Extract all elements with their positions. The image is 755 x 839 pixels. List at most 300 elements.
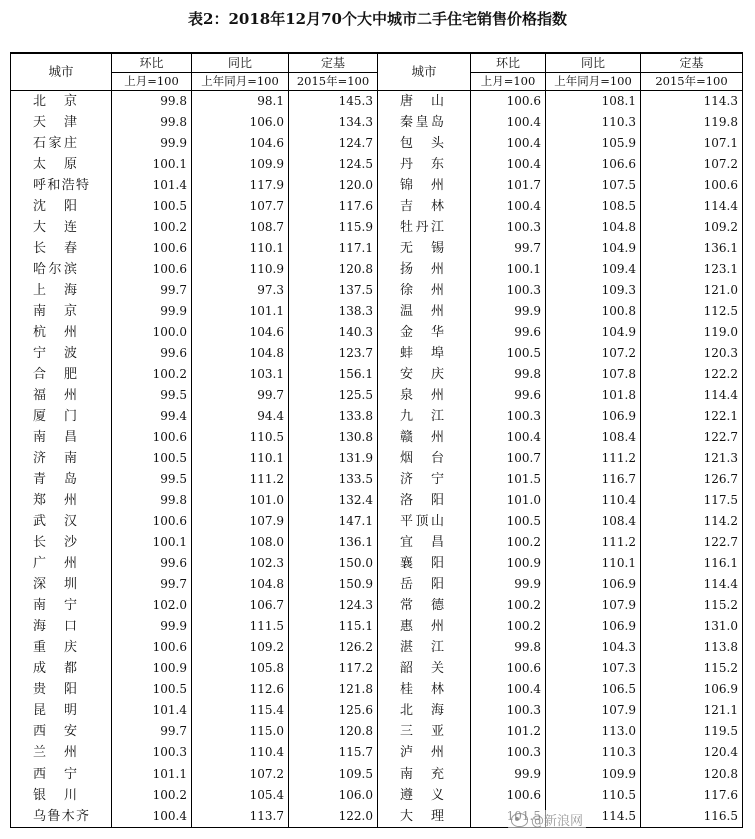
value-base-left: 156.1 <box>289 364 378 385</box>
city-label: 成都 <box>33 661 77 677</box>
city-label: 海口 <box>33 619 77 635</box>
city-name-left <box>11 511 112 532</box>
value-mom-left: 99.5 <box>112 385 192 406</box>
value-base-right: 120.3 <box>641 343 743 364</box>
value-base-right: 123.1 <box>641 259 743 280</box>
value-base-right: 100.6 <box>641 175 743 196</box>
value-mom-right: 100.3 <box>471 406 546 427</box>
city-name-right <box>378 490 471 511</box>
value-mom-right: 100.5 <box>471 511 546 532</box>
city-name-right <box>378 553 471 574</box>
value-mom-left: 99.4 <box>112 406 192 427</box>
table-row <box>11 238 743 259</box>
table-row <box>11 742 743 763</box>
value-base-left: 147.1 <box>289 511 378 532</box>
table-title: 表2：2018年12月70个大中城市二手住宅销售价格指数 <box>188 10 567 28</box>
city-name-left <box>11 154 112 175</box>
value-yoy-left: 115.0 <box>192 721 289 742</box>
city-name-right <box>378 343 471 364</box>
value-yoy-right: 109.9 <box>546 764 641 785</box>
value-mom-right: 100.2 <box>471 532 546 553</box>
value-yoy-right: 107.9 <box>546 700 641 721</box>
value-mom-left: 100.1 <box>112 154 192 175</box>
value-mom-right: 99.7 <box>471 238 546 259</box>
value-base-left: 109.5 <box>289 764 378 785</box>
value-yoy-left: 111.5 <box>192 616 289 637</box>
value-base-right: 120.8 <box>641 764 743 785</box>
value-yoy-right: 109.3 <box>546 280 641 301</box>
city-label: 深圳 <box>33 577 77 593</box>
table-row <box>11 154 743 175</box>
city-name-left <box>11 364 112 385</box>
city-name-right <box>378 700 471 721</box>
city-label: 南京 <box>33 304 77 320</box>
value-base-right: 114.3 <box>641 91 743 113</box>
city-label: 岳阳 <box>400 577 444 593</box>
header-city-right: 城市 <box>378 53 471 91</box>
value-yoy-right: 106.9 <box>546 406 641 427</box>
value-mom-right: 99.6 <box>471 322 546 343</box>
table-row <box>11 532 743 553</box>
table-row <box>11 764 743 785</box>
value-base-left: 132.4 <box>289 490 378 511</box>
city-label: 北海 <box>400 703 444 719</box>
city-label: 昆明 <box>33 703 77 719</box>
value-yoy-left: 102.3 <box>192 553 289 574</box>
value-mom-left: 100.6 <box>112 637 192 658</box>
value-yoy-left: 107.9 <box>192 511 289 532</box>
value-base-left: 130.8 <box>289 427 378 448</box>
city-label: 长沙 <box>33 535 77 551</box>
table-row <box>11 637 743 658</box>
city-name-right <box>378 196 471 217</box>
value-yoy-left: 110.4 <box>192 742 289 763</box>
value-yoy-right: 104.9 <box>546 238 641 259</box>
value-base-left: 124.5 <box>289 154 378 175</box>
city-label: 南充 <box>400 766 444 782</box>
value-yoy-right: 110.3 <box>546 112 641 133</box>
table-row <box>11 259 743 280</box>
value-mom-left: 101.4 <box>112 175 192 196</box>
city-name-left <box>11 112 112 133</box>
value-base-left: 145.3 <box>289 91 378 113</box>
city-name-right <box>378 595 471 616</box>
city-name-right <box>378 217 471 238</box>
city-name-left <box>11 658 112 679</box>
city-label: 福州 <box>33 388 77 404</box>
value-base-right: 120.4 <box>641 742 743 763</box>
city-label: 沈阳 <box>33 199 77 215</box>
price-index-table <box>10 52 743 828</box>
value-yoy-left: 104.6 <box>192 133 289 154</box>
value-base-left: 106.0 <box>289 785 378 806</box>
city-name-left <box>11 490 112 511</box>
city-name-right <box>378 806 471 828</box>
value-base-right: 114.4 <box>641 196 743 217</box>
value-yoy-left: 103.1 <box>192 364 289 385</box>
header-mom-sub-right: 上月=100 <box>471 73 546 91</box>
value-base-left: 122.0 <box>289 806 378 828</box>
city-label: 唐山 <box>400 94 444 109</box>
value-yoy-left: 107.2 <box>192 764 289 785</box>
city-label: 南昌 <box>33 430 77 446</box>
city-label: 包头 <box>400 136 444 152</box>
value-yoy-left: 106.7 <box>192 595 289 616</box>
table-row <box>11 280 743 301</box>
city-name-right <box>378 322 471 343</box>
value-base-right: 106.9 <box>641 679 743 700</box>
value-yoy-right: 108.4 <box>546 427 641 448</box>
table-row <box>11 658 743 679</box>
value-base-right: 114.2 <box>641 511 743 532</box>
value-mom-left: 99.7 <box>112 574 192 595</box>
value-yoy-right: 108.5 <box>546 196 641 217</box>
value-yoy-left: 115.4 <box>192 700 289 721</box>
value-base-left: 134.3 <box>289 112 378 133</box>
city-label: 吉林 <box>400 199 444 215</box>
value-yoy-left: 105.8 <box>192 658 289 679</box>
city-label: 遵义 <box>400 787 444 803</box>
value-base-right: 122.1 <box>641 406 743 427</box>
table-row <box>11 112 743 133</box>
city-label: 温州 <box>400 304 444 320</box>
table-row <box>11 721 743 742</box>
value-yoy-right: 110.4 <box>546 490 641 511</box>
table-row <box>11 511 743 532</box>
value-base-right: 112.5 <box>641 301 743 322</box>
value-base-right: 119.0 <box>641 322 743 343</box>
value-yoy-right: 108.1 <box>546 91 641 113</box>
city-label: 重庆 <box>33 640 77 656</box>
value-yoy-left: 110.1 <box>192 238 289 259</box>
value-yoy-right: 107.5 <box>546 175 641 196</box>
city-name-left <box>11 595 112 616</box>
header-mom-sub-left: 上月=100 <box>112 73 192 91</box>
value-mom-left: 99.9 <box>112 133 192 154</box>
value-base-left: 115.7 <box>289 742 378 763</box>
table-row <box>11 806 743 828</box>
table-row <box>11 364 743 385</box>
value-mom-right: 100.4 <box>471 154 546 175</box>
value-mom-left: 100.4 <box>112 806 192 828</box>
value-mom-right: 100.1 <box>471 259 546 280</box>
table-row <box>11 700 743 721</box>
value-yoy-left: 107.7 <box>192 196 289 217</box>
value-base-left: 117.6 <box>289 196 378 217</box>
city-label: 秦皇岛 <box>400 115 444 131</box>
city-label: 济宁 <box>400 472 444 488</box>
value-base-right: 115.2 <box>641 658 743 679</box>
city-name-left <box>11 238 112 259</box>
value-mom-right: 100.2 <box>471 595 546 616</box>
table-row <box>11 91 743 113</box>
weibo-icon <box>511 813 528 827</box>
city-label: 无锡 <box>400 241 444 257</box>
city-name-right <box>378 574 471 595</box>
value-mom-left: 102.0 <box>112 595 192 616</box>
value-base-right: 119.5 <box>641 721 743 742</box>
value-yoy-left: 94.4 <box>192 406 289 427</box>
value-base-left: 125.5 <box>289 385 378 406</box>
city-name-right <box>378 616 471 637</box>
value-base-left: 138.3 <box>289 301 378 322</box>
table-row <box>11 490 743 511</box>
value-base-right: 122.7 <box>641 532 743 553</box>
value-yoy-left: 104.6 <box>192 322 289 343</box>
city-name-left <box>11 806 112 828</box>
value-yoy-right: 101.8 <box>546 385 641 406</box>
value-mom-left: 100.5 <box>112 679 192 700</box>
city-name-left <box>11 469 112 490</box>
value-yoy-left: 108.7 <box>192 217 289 238</box>
value-yoy-right: 109.4 <box>546 259 641 280</box>
city-label: 乌鲁木齐 <box>33 808 89 824</box>
value-yoy-right: 100.8 <box>546 301 641 322</box>
value-yoy-right: 113.0 <box>546 721 641 742</box>
city-name-right <box>378 385 471 406</box>
value-mom-left: 99.9 <box>112 616 192 637</box>
city-label: 天津 <box>33 115 77 131</box>
city-name-left <box>11 700 112 721</box>
value-base-left: 120.8 <box>289 259 378 280</box>
city-name-right <box>378 238 471 259</box>
city-label: 郑州 <box>33 493 77 509</box>
city-name-right <box>378 301 471 322</box>
value-mom-left: 100.5 <box>112 196 192 217</box>
value-yoy-right: 111.2 <box>546 532 641 553</box>
value-yoy-right: 106.6 <box>546 154 641 175</box>
value-yoy-right: 107.2 <box>546 343 641 364</box>
value-mom-right: 100.5 <box>471 343 546 364</box>
city-label: 锦州 <box>400 178 444 194</box>
table-row <box>11 553 743 574</box>
value-yoy-left: 108.0 <box>192 532 289 553</box>
value-base-right: 121.0 <box>641 280 743 301</box>
value-mom-right: 100.4 <box>471 196 546 217</box>
city-name-right <box>378 406 471 427</box>
city-label: 九江 <box>400 409 444 425</box>
value-yoy-right: 107.9 <box>546 595 641 616</box>
value-mom-left: 100.6 <box>112 238 192 259</box>
city-label: 湛江 <box>400 640 444 656</box>
value-mom-right: 99.9 <box>471 764 546 785</box>
city-label: 赣州 <box>400 430 444 446</box>
table-row <box>11 217 743 238</box>
value-base-right: 115.2 <box>641 595 743 616</box>
city-name-left <box>11 553 112 574</box>
value-base-left: 124.7 <box>289 133 378 154</box>
value-mom-right: 100.3 <box>471 280 546 301</box>
watermark-text: @新浪网 <box>531 814 584 829</box>
city-name-left <box>11 196 112 217</box>
table-row <box>11 301 743 322</box>
city-name-left <box>11 385 112 406</box>
value-mom-left: 99.9 <box>112 301 192 322</box>
city-label: 洛阳 <box>400 493 444 509</box>
table-row <box>11 469 743 490</box>
header-mom-right: 环比 <box>471 53 546 73</box>
city-label: 哈尔滨 <box>33 262 77 278</box>
value-yoy-right: 107.3 <box>546 658 641 679</box>
city-label: 广州 <box>33 556 77 572</box>
value-mom-right: 99.8 <box>471 637 546 658</box>
value-mom-left: 99.6 <box>112 553 192 574</box>
value-yoy-right: 114.5 <box>546 806 641 828</box>
value-base-right: 116.5 <box>641 806 743 828</box>
value-base-left: 125.6 <box>289 700 378 721</box>
value-yoy-left: 105.4 <box>192 785 289 806</box>
value-yoy-left: 101.1 <box>192 301 289 322</box>
table-row <box>11 133 743 154</box>
value-base-left: 120.8 <box>289 721 378 742</box>
city-label: 宁波 <box>33 346 77 362</box>
table-row <box>11 343 743 364</box>
value-yoy-left: 117.9 <box>192 175 289 196</box>
city-name-left <box>11 764 112 785</box>
city-name-right <box>378 469 471 490</box>
value-base-right: 109.2 <box>641 217 743 238</box>
city-label: 常德 <box>400 598 444 614</box>
city-name-left <box>11 175 112 196</box>
value-yoy-left: 99.7 <box>192 385 289 406</box>
city-name-right <box>378 448 471 469</box>
city-label: 韶关 <box>400 661 444 677</box>
table-row <box>11 322 743 343</box>
value-mom-left: 100.9 <box>112 658 192 679</box>
header-yoy-sub-left: 上年同月=100 <box>192 73 289 91</box>
table-row <box>11 785 743 806</box>
city-label: 蚌埠 <box>400 346 444 362</box>
value-base-right: 136.1 <box>641 238 743 259</box>
value-yoy-left: 104.8 <box>192 574 289 595</box>
city-name-right <box>378 679 471 700</box>
value-mom-right: 100.4 <box>471 133 546 154</box>
value-yoy-right: 104.9 <box>546 322 641 343</box>
value-yoy-left: 112.6 <box>192 679 289 700</box>
value-base-left: 115.1 <box>289 616 378 637</box>
city-label: 西安 <box>33 724 77 740</box>
city-label: 厦门 <box>33 409 77 425</box>
city-name-left <box>11 259 112 280</box>
city-name-left <box>11 322 112 343</box>
value-yoy-left: 98.1 <box>192 91 289 113</box>
value-mom-right: 100.9 <box>471 553 546 574</box>
value-mom-left: 100.0 <box>112 322 192 343</box>
city-label: 扬州 <box>400 262 444 278</box>
value-mom-right: 101.5 <box>471 469 546 490</box>
table-row <box>11 448 743 469</box>
value-mom-right: 100.6 <box>471 785 546 806</box>
value-mom-right: 100.3 <box>471 700 546 721</box>
value-mom-left: 100.2 <box>112 364 192 385</box>
value-mom-right: 99.9 <box>471 574 546 595</box>
value-base-left: 133.5 <box>289 469 378 490</box>
city-name-right <box>378 532 471 553</box>
table-row <box>11 679 743 700</box>
value-base-right: 126.7 <box>641 469 743 490</box>
city-name-left <box>11 785 112 806</box>
value-base-left: 124.3 <box>289 595 378 616</box>
value-mom-left: 99.5 <box>112 469 192 490</box>
value-base-right: 122.2 <box>641 364 743 385</box>
value-yoy-left: 101.0 <box>192 490 289 511</box>
city-name-right <box>378 658 471 679</box>
value-base-right: 117.6 <box>641 785 743 806</box>
header-yoy-right: 同比 <box>546 53 641 73</box>
value-mom-right: 100.2 <box>471 616 546 637</box>
value-base-right: 107.2 <box>641 154 743 175</box>
city-name-right <box>378 511 471 532</box>
value-mom-left: 100.2 <box>112 217 192 238</box>
city-name-left <box>11 343 112 364</box>
city-name-right <box>378 742 471 763</box>
header-mom-left: 环比 <box>112 53 192 73</box>
value-base-right: 117.5 <box>641 490 743 511</box>
city-label: 金华 <box>400 325 444 341</box>
value-yoy-left: 111.2 <box>192 469 289 490</box>
city-name-right <box>378 364 471 385</box>
value-yoy-right: 110.1 <box>546 553 641 574</box>
value-base-right: 121.1 <box>641 700 743 721</box>
value-yoy-left: 113.7 <box>192 806 289 828</box>
value-base-left: 150.9 <box>289 574 378 595</box>
value-mom-right: 101.2 <box>471 721 546 742</box>
city-label: 襄阳 <box>400 556 444 572</box>
value-mom-right: 100.7 <box>471 448 546 469</box>
city-label: 烟台 <box>400 451 444 467</box>
city-label: 呼和浩特 <box>33 178 89 194</box>
header-city-left: 城市 <box>11 53 112 91</box>
value-yoy-right: 110.5 <box>546 785 641 806</box>
city-label: 太原 <box>33 157 77 173</box>
value-mom-left: 99.8 <box>112 490 192 511</box>
header-yoy-sub-right: 上年同月=100 <box>546 73 641 91</box>
value-mom-left: 100.3 <box>112 742 192 763</box>
table-row <box>11 385 743 406</box>
value-mom-right: 100.4 <box>471 679 546 700</box>
city-name-left <box>11 721 112 742</box>
value-base-left: 150.0 <box>289 553 378 574</box>
value-base-left: 117.2 <box>289 658 378 679</box>
city-name-left <box>11 427 112 448</box>
value-mom-left: 99.8 <box>112 91 192 113</box>
city-label: 武汉 <box>33 514 77 530</box>
value-yoy-right: 110.3 <box>546 742 641 763</box>
value-mom-right: 100.4 <box>471 112 546 133</box>
value-yoy-left: 110.5 <box>192 427 289 448</box>
city-label: 泉州 <box>400 388 444 404</box>
value-base-left: 120.0 <box>289 175 378 196</box>
city-label: 三亚 <box>400 724 444 740</box>
value-yoy-left: 110.1 <box>192 448 289 469</box>
city-name-left <box>11 637 112 658</box>
value-yoy-right: 111.2 <box>546 448 641 469</box>
value-mom-left: 100.6 <box>112 511 192 532</box>
value-yoy-right: 104.3 <box>546 637 641 658</box>
city-name-left <box>11 616 112 637</box>
city-label: 惠州 <box>400 619 444 635</box>
value-mom-left: 99.8 <box>112 112 192 133</box>
header-base-sub-right: 2015年=100 <box>641 73 743 91</box>
header-base-sub-left: 2015年=100 <box>289 73 378 91</box>
table-row <box>11 595 743 616</box>
city-label: 牡丹江 <box>400 220 444 236</box>
value-mom-right: 100.3 <box>471 217 546 238</box>
value-mom-right: 100.4 <box>471 427 546 448</box>
header-yoy-left: 同比 <box>192 53 289 73</box>
value-base-right: 116.1 <box>641 553 743 574</box>
city-name-right <box>378 133 471 154</box>
